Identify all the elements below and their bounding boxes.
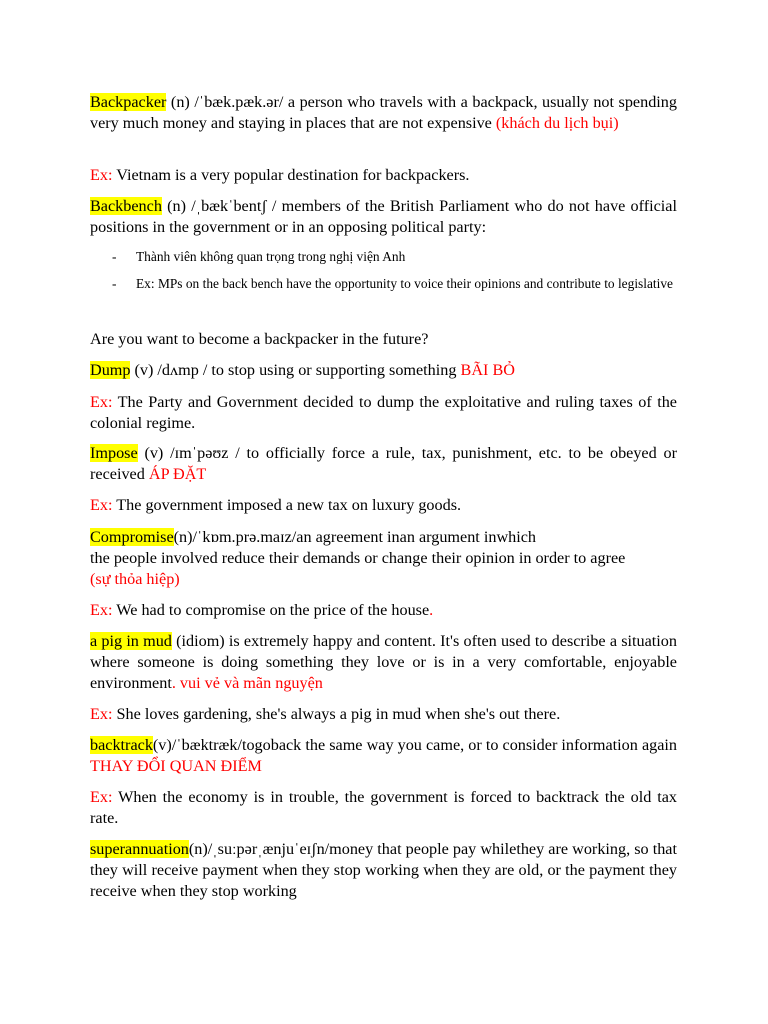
entry-superannuation: [90, 839, 677, 902]
entry-pig-in-mud: [90, 631, 677, 694]
example-pig-in-mud: [90, 704, 677, 725]
example-backtrack: [90, 787, 677, 829]
example-text: We had to compromise on the price of the house: [112, 601, 430, 619]
example-text: She loves gardening, she's always a pig in mud when she's out there.: [112, 705, 561, 723]
translation-impose: ÁP ĐẶT: [148, 465, 207, 483]
definition-backtrack: (v)/ˈbæktræk/togoback the same way you came, or to consider information again: [152, 736, 677, 754]
bullet-dash: -: [112, 276, 117, 291]
list-item: [112, 270, 677, 297]
entry-impose: [90, 443, 677, 485]
bullet-dash: -: [112, 249, 117, 264]
example-label: Ex:: [90, 496, 113, 514]
example-text: The Party and Government decided to dump the exploitative and ruling taxes of the colonial regime.: [90, 393, 677, 432]
question: Are you want to become a backpacker in the future?: [90, 330, 429, 348]
list-item-text: Ex: MPs on the back bench have the opportunity to voice their opinions and contribute to legislative: [136, 276, 673, 291]
translation-compromise: (sự thỏa hiệp): [90, 570, 180, 588]
translation-dump: BÃI BỎ: [460, 361, 515, 379]
example-text: When the economy is in trouble, the government is forced to backtrack the old tax rate.: [90, 788, 677, 827]
example-label: Ex:: [90, 788, 113, 806]
term-compromise: Compromise: [90, 528, 174, 546]
entry-backbench: [90, 196, 677, 238]
definition-compromise-line1: (n)/ˈkɒm.prə.maɪz/an agreement inan argument inwhich: [173, 528, 537, 546]
term-dump: Dump: [90, 361, 131, 379]
translation-pig-in-mud: . vui vẻ và mãn nguyện: [171, 674, 323, 692]
example-label: Ex:: [90, 166, 113, 184]
entry-backtrack: [90, 735, 677, 777]
example-label: Ex:: [90, 601, 113, 619]
list-item: [112, 243, 677, 270]
entry-backpacker: [90, 92, 677, 134]
term-impose: Impose: [90, 444, 138, 462]
example-label: Ex:: [90, 393, 113, 411]
definition-impose: (v) /ɪmˈpəʊz / to officially force a rule, tax, punishment, etc. to be obeyed or received: [90, 444, 677, 483]
translation-backtrack: THAY ĐỔI QUAN ĐIỂM: [90, 757, 262, 775]
entry-compromise: [90, 527, 677, 548]
example-label: Ex:: [90, 705, 113, 723]
term-backbench: Backbench: [90, 197, 162, 215]
example-dump: [90, 392, 677, 434]
example-text: The government imposed a new tax on luxury goods.: [112, 496, 462, 514]
example-compromise: [90, 600, 677, 621]
definition-compromise-line2: the people involved reduce their demands or change their opinion in order to agree: [90, 549, 626, 567]
translation-backpacker: (khách du lịch bụi): [495, 114, 619, 132]
definition-backbench: (n) /ˌbækˈbentʃ / members of the British Parliament who do not have official positions in the government or in an opposing political party:: [90, 197, 677, 236]
example-backpacker: [90, 165, 677, 186]
term-backtrack: backtrack: [90, 736, 153, 754]
entry-dump: [90, 360, 677, 381]
translation-compromise-line: [90, 569, 677, 590]
definition-superannuation: (n)/ˌsuːpərˌænjuˈeɪʃn/money that people pay whilethey are working, so that they will receive payment when they stop working when they are old, or the payment they receive when they stop working: [90, 840, 677, 900]
example-impose: [90, 495, 677, 516]
definition-pig-in-mud: (idiom) is extremely happy and content. It's often used to describe a situation where someone is doing something they love or is in a very comfortable, enjoyable environment: [90, 632, 677, 692]
list-item-text: Thành viên không quan trọng trong nghị viện Anh: [136, 249, 406, 264]
definition-dump: (v) /dʌmp / to stop using or supporting something: [130, 361, 461, 379]
definition-backpacker: (n) /ˈbæk.pæk.ər/ a person who travels with a backpack, usually not spending very much money and staying in places that are not expensive: [90, 93, 677, 132]
term-pig-in-mud: a pig in mud: [90, 632, 172, 650]
term-backpacker: Backpacker: [90, 93, 167, 111]
example-period: .: [429, 601, 434, 619]
term-superannuation: superannuation: [90, 840, 189, 858]
example-text: Vietnam is a very popular destination for backpackers.: [112, 166, 470, 184]
